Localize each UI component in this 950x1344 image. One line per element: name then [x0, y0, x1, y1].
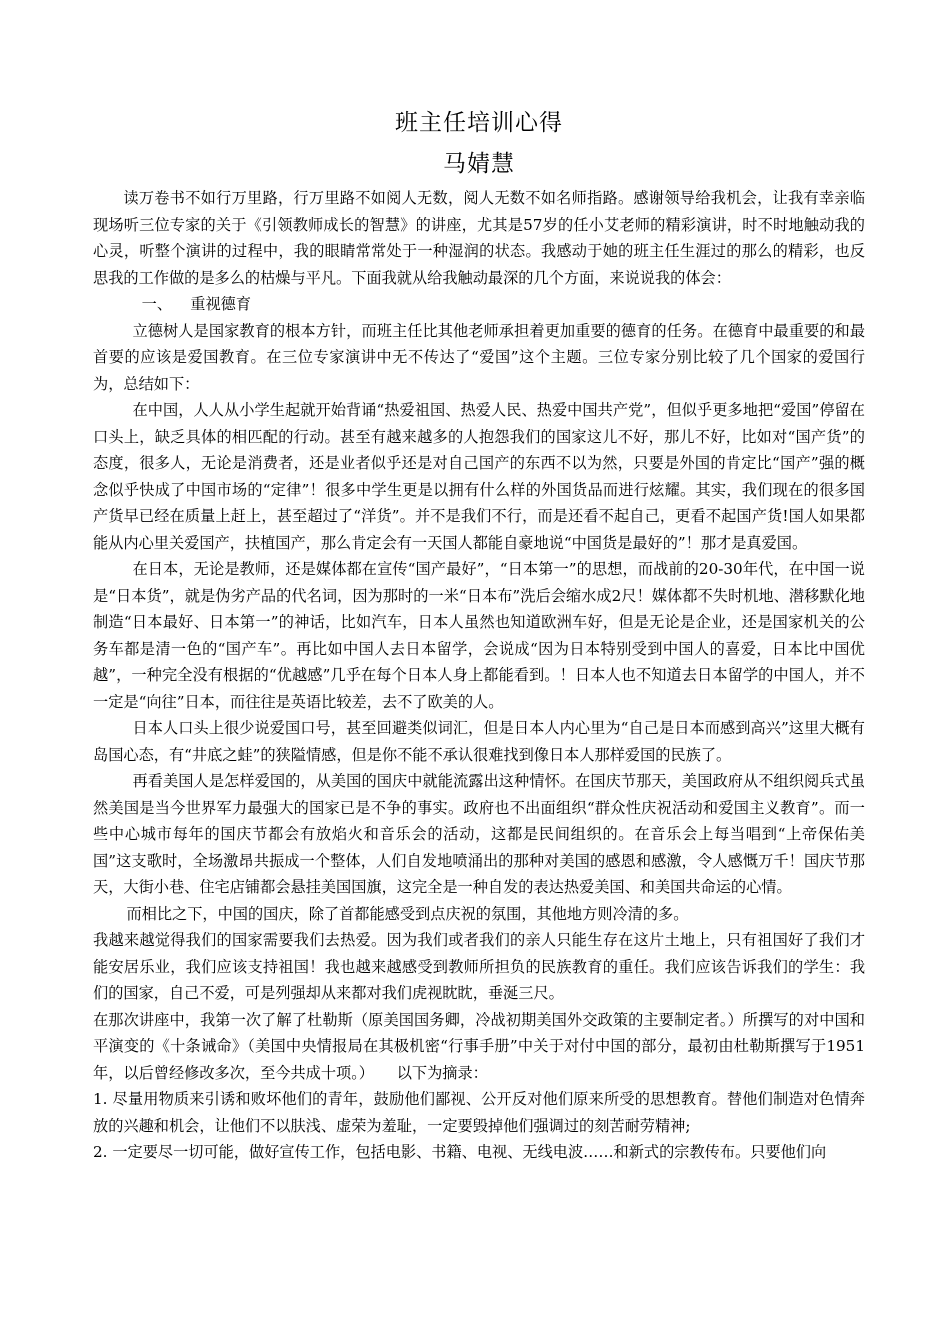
intro-paragraph: 读万卷书不如行万里路，行万里路不如阅人无数，阅人无数不如名师指路。感谢领导给我机会，让我有幸亲临现场听三位专家的关于《引领教师成长的智慧》的讲座，尤其是57岁的任小艾老师的精彩演讲，时不时地触动我的心灵，听整个演讲的过程中，我的眼睛常常处于一种湿润的状态。我感动于她的班主任生涯过的那么的精彩，也反思我的工作做的是多么的枯燥与平凡。下面我就从给我触动最深的几个方面，来说说我的体会： [93, 189, 865, 287]
section-heading-text: 重视德育 [190, 295, 251, 313]
document-author: 马婧慧 [443, 151, 515, 177]
body-paragraph: 我越来越觉得我们的国家需要我们去热爱。因为我们或者我们的亲人只能生存在这片土地上，只有祖国好了我们才能安居乐业，我们应该支持祖国！我也越来越感受到教师所担负的民族教育的重任。我们应该告诉我们的学生：我们的国家，自己不爱，可是列强却从来都对我们虎视眈眈，垂涎三尺。 [93, 931, 865, 1002]
body-paragraph: 在日本，无论是教师，还是媒体都在宣传“国产最好”，“日本第一”的思想，而战前的20-30年代，在中国一说是“日本货”，就是伪劣产品的代名词，因为那时的一米“日本布”洗后会缩水成2尺！媒体都不失时机地、潜移默化地制造“日本最好、日本第一”的神话，比如汽车，日本人虽然也知道欧洲车好，但是无论是企业，还是国家机关的公务车都是清一色的“国产车”。再比如中国人去日本留学，会说成“因为日本特别受到中国人的喜爱，日本比中国优越”，一种完全没有根据的“优越感”几乎在每个日本人身上都能看到。！日本人也不知道去日本留学的中国人，并不一定是“向往”日本，而往往是英语比较差，去不了欧美的人。 [93, 560, 865, 711]
section-heading-number: 一、 [141, 295, 172, 313]
list-item: 2. 一定要尽一切可能，做好宣传工作，包括电影、书籍、电视、无线电波……和新式的宗教传布。只要他们向 [93, 1143, 827, 1161]
document-page [93, 108, 865, 1166]
body-paragraph: 再看美国人是怎样爱国的，从美国的国庆中就能流露出这种情怀。在国庆节那天，美国政府从不组织阅兵式虽然美国是当今世界军力最强大的国家已是不争的事实。政府也不出面组织“群众性庆祝活动和爱国主义教育”。而一些中心城市每年的国庆节都会有放焰火和音乐会的活动，这都是民间组织的。在音乐会上每当唱到“上帝保佑美国”这支歌时，全场激昂共振成一个整体，人们自发地喷涌出的那种对美国的感恩和感激，令人感慨万千！国庆节那天，大街小巷、住宅店铺都会悬挂美国国旗，这完全是一种自发的表达热爱美国、和美国共命运的心情。 [93, 772, 865, 896]
body-paragraph: 立德树人是国家教育的根本方针，而班主任比其他老师承担着更加重要的德育的任务。在德育中最重要的和最首要的应该是爱国教育。在三位专家演讲中无不传达了“爱国”这个主题。三位专家分别比较了几个国家的爱国行为，总结如下： [93, 321, 865, 393]
body-paragraph: 日本人口头上很少说爱国口号，甚至回避类似词汇，但是日本人内心里为“自己是日本而感到高兴”这里大概有岛国心态，有“井底之蛙”的狭隘情感，但是你不能不承认很难找到像日本人那样爱国的民族了。 [93, 719, 865, 764]
body-paragraph: 在那次讲座中，我第一次了解了杜勒斯（原美国国务卿，冷战初期美国外交政策的主要制定者。）所撰写的对中国和平演变的《十条诫命》（美国中央情报局在其极机密“行事手册”中关于对付中国的部分，最初由杜勒斯撰写于1951年，以后曾经修改多次，至今共成十项。） 以下为摘录： [93, 1010, 865, 1082]
list-item: 1. 尽量用物质来引诱和败坏他们的青年，鼓励他们鄙视、公开反对他们原来所受的思想教育。替他们制造对色情奔放的兴趣和机会，让他们不以肤浅、虚荣为羞耻，一定要毁掉他们强调过的刻苦耐劳精神; [93, 1090, 865, 1135]
body-paragraph: 在中国，人人从小学生起就开始背诵“热爱祖国、热爱人民、热爱中国共产党”，但似乎更多地把“爱国”停留在口头上，缺乏具体的相匹配的行动。甚至有越来越多的人抱怨我们的国家这儿不好，那儿不好，比如对“国产货”的态度，很多人，无论是消费者，还是业者似乎还是对自己国产的东西不以为然，只要是外国的肯定比“国产”强的概念似乎快成了中国市场的“定律”！很多中学生更是以拥有什么样的外国货品而进行炫耀。其实，我们现在的很多国产货早已经在质量上赶上，甚至超过了“洋货”。并不是我们不行，而是还看不起自己，更看不起国产货!国人如果都能从内心里关爱国产，扶植国产，那么肯定会有一天国人都能自豪地说“中国货是最好的”！那才是真爱国。 [93, 401, 865, 552]
section-heading [93, 291, 865, 318]
document-title: 班主任培训心得 [395, 110, 563, 136]
body-paragraph: 而相比之下，中国的国庆，除了首都能感受到点庆祝的氛围，其他地方则冷清的多。 [126, 904, 689, 923]
